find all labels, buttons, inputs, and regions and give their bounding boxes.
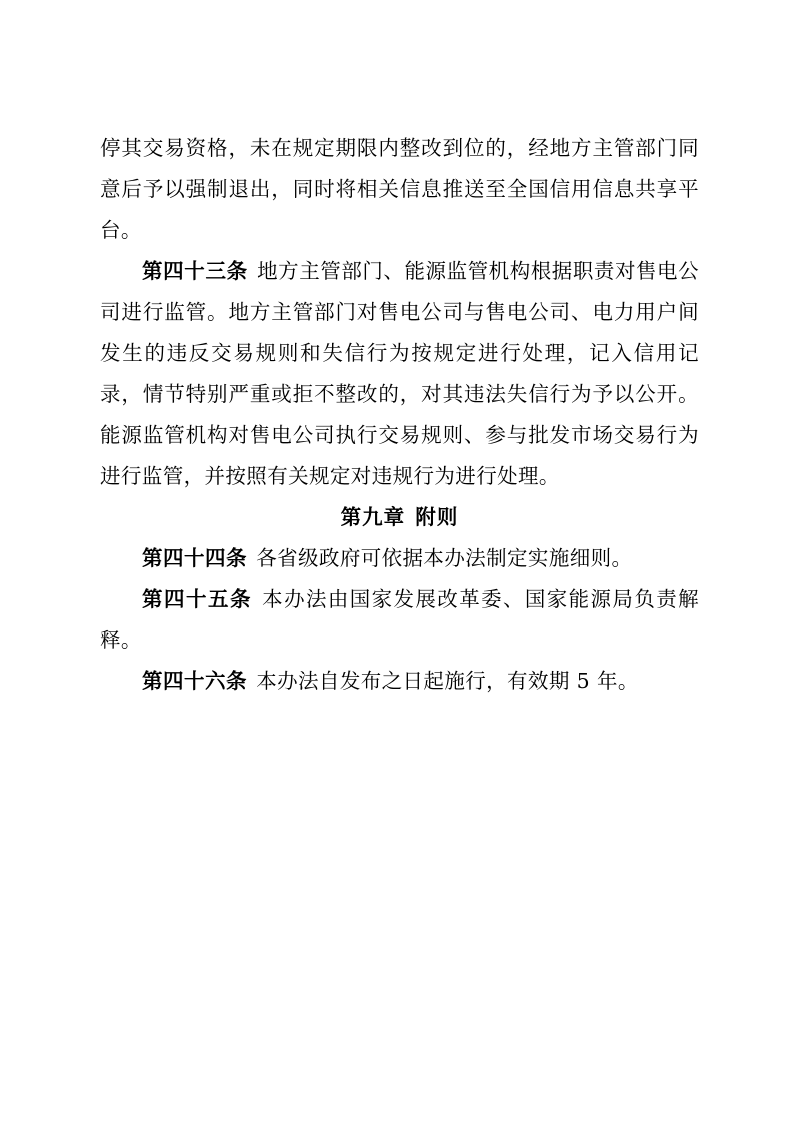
- paragraph-continued: 停其交易资格，未在规定期限内整改到位的，经地方主管部门同意后予以强制退出，同时将相关信息推送至全国信用信息共享平台。: [100, 136, 699, 242]
- article-44-text: 各省级政府可依据本办法制定实施细则。: [256, 546, 633, 570]
- article-43-text: 地方主管部门、能源监管机构根据职责对售电公司进行监管。地方主管部门对售电公司与售电公司、电力用户间发生的违反交易规则和失信行为按规定进行处理，记入信用记录，情节特别严重或拒不整改的，对其违法失信行为予以公开。能源监管机构对售电公司执行交易规则、参与批发市场交易行为进行监管，并按照有关规定对违规行为进行处理。: [100, 259, 700, 488]
- article-43-label: 第四十三条: [142, 259, 248, 283]
- document-body: [100, 128, 699, 702]
- article-45: [100, 579, 699, 661]
- chapter-number: 第九章: [340, 505, 406, 529]
- article-45-label: 第四十五条: [142, 587, 252, 611]
- article-46-label: 第四十六条: [142, 669, 248, 693]
- article-44: [100, 538, 699, 579]
- article-43: [100, 251, 699, 497]
- article-45-text: 本办法由国家发展改革委、国家能源局负责解释。: [100, 587, 699, 652]
- chapter-heading: [100, 497, 699, 538]
- article-44-label: 第四十四条: [142, 546, 248, 570]
- article-46-text: 本办法自发布之日起施行，有效期 5 年。: [256, 669, 639, 693]
- article-46: [100, 661, 699, 702]
- chapter-title: 附则: [415, 505, 459, 529]
